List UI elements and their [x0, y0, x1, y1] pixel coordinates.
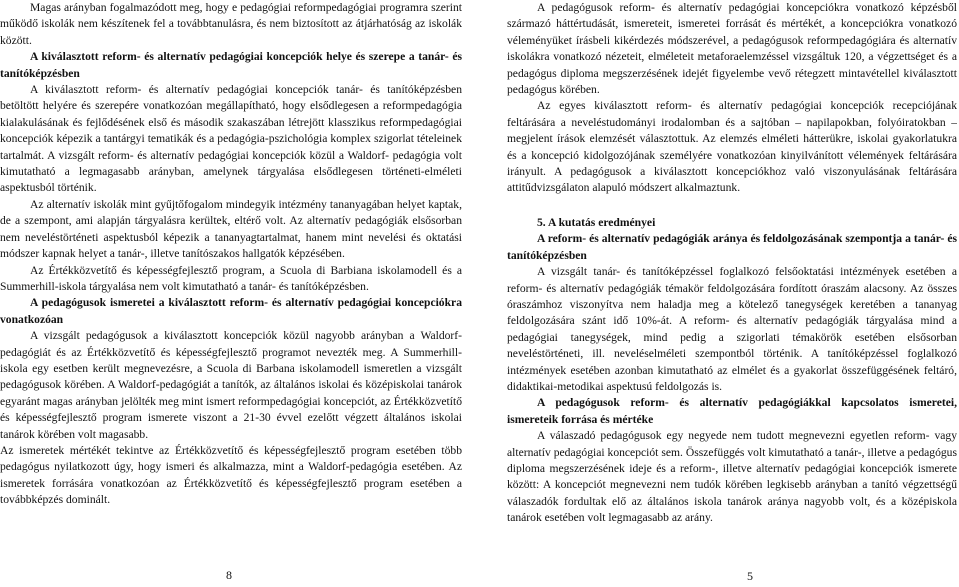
paragraph: A pedagógusok reform- és alternatív pedagógiai koncepciókra vonatkozó képzésből származó háttértudását, ismereteit, ismeretei forrását és mértékét, a koncepciókra vonatkozó véleményüket írásbeli kikérdezés módszerével, a pedagógusok reformpedagógiára és alternatív iskolákra vonatkozó nézeteit, elméleteit metaforaelemzéssel vizsgáltuk 120, a végzettséget és a pedagógus diploma megszerzésének idejét figyelembe vevő rétegzett mintavétellel kiválasztott pedagógus körében. [507, 1, 957, 97]
paragraph: Magas arányban fogalmazódott meg, hogy e pedagógiai reformpedagógiai programra szerint működő iskolák nem készítenek fel a továbbtanulásra, és nem biztosított az átjárhatóság az iskolák között. [0, 1, 462, 47]
section-heading: A reform- és alternatív pedagógiák aránya és feldolgozásának szempontja a tanár- és tanítóképzésben [507, 232, 957, 262]
page-number-left: 8 [226, 568, 232, 582]
page-number-right: 5 [747, 569, 753, 583]
paragraph: Az egyes kiválasztott reform- és alternatív pedagógiai koncepciók recepciójának feltárására a neveléstudományi irodalomban és a sajtóban – napilapokban, folyóiratokban – megjelent írások elemzését választottuk. Az elemzés elméleti hátterükre, iskolai gyakorlatukra és a koncepció kidolgozójának személyére vonatkozóan kinyilvánított vélemények feltárására irányult. A pedagógusok a kiválasztott koncepciókhoz való viszonyulásának feltárására attitűdvizsgálaton alapuló módszert alkalmaztunk. [507, 99, 957, 195]
paragraph: Az ismeretek mértékét tekintve az Értékközvetítő és képességfejlesztő program esetében több pedagógus nyilatkozott úgy, hogy ismeri és alkalmazza, mint a Waldorf-pedagógia esetében. Az ismeretek forrására vonatkozóan az Értékközvetítő és képességfejlesztő program esetében a továbbképzés dominált. [0, 443, 462, 507]
paragraph: A kiválasztott reform- és alternatív pedagógiai koncepciók tanár- és tanítóképzésben betöltött helyére és szerepére vonatkozóan megállapítható, hogy elsődlegesen a reformpedagógia kialakulásának és fejlődésének első és második szakaszában létrejött klasszikus reformpedagógiai koncepciók képezik a tantárgyi tematikák és a pedagógia-pszichológia komplex szigorlat tételeinek tartalmát. A vizsgált reform- és alternatív pedagógiai koncepciók közül a Waldorf- pedagógia volt kimutatható a legmagasabb arányban, amelynek tárgyalása elsődlegesen történeti-elméleti aspektusból történik. [0, 83, 462, 195]
paragraph: Az Értékközvetítő és képességfejlesztő program, a Scuola di Barbiana iskolamodell és a Summerhill-iskola tárgyalása nem volt kimutatható a tanár- és tanítóképzésben. [0, 263, 462, 293]
paragraph: A vizsgált pedagógusok a kiválasztott koncepciók közül nagyobb arányban a Waldorf-pedagógiát és az Értékközvetítő és képességfejlesztő programot nevezték meg. A Summerhill-iskola egy esetben került megnevezésre, a Scuola di Barbana iskolamodell ismeretlen a vizsgált pedagógusok körében. A Waldorf-pedagógiát a tanítók, az általános iskolai és középiskolai tanárok egyaránt magas arányban jelölték meg mint ismert reformpedagógiai koncepciót, az Értékközvetítő és képességfejlesztő program ismerete viszont a 21-30 évvel ezelőtt végzett általános iskolai tanárok körében volt magasabb. [0, 329, 462, 441]
section-heading: 5. A kutatás eredményei [537, 215, 656, 229]
right-column [507, 0, 957, 527]
left-column [0, 0, 462, 509]
section-heading: A pedagógusok reform- és alternatív pedagógiákkal kapcsolatos ismeretei, ismereteik forrása és mértéke [507, 396, 957, 426]
section-heading: A pedagógusok ismeretei a kiválasztott reform- és alternatív pedagógiai koncepciókra vonatkozóan [0, 296, 462, 326]
section-heading: A kiválasztott reform- és alternatív pedagógiai koncepciók helye és szerepe a tanár- és tanítóképzésben [0, 50, 462, 80]
paragraph: A válaszadó pedagógusok egy negyede nem tudott megnevezni egyetlen reform- vagy alternatív pedagógiai koncepciót sem. Összefüggés volt kimutatható a tanár-, illetve a pedagógus diploma megszerzésének ideje és a reform-, illetve alternatív pedagógiai koncepciók ismerete között: A koncepciót megnevezni nem tudók körében legkisebb arányban a tanító végzettségű válaszadók fordultak elő az általános iskola tanárok aránya nagyobb volt, és a középiskola tanárok esetében volt legmagasabb az arány. [507, 429, 957, 525]
paragraph: A vizsgált tanár- és tanítóképzéssel foglalkozó felsőoktatási intézmények esetében a reform- és alternatív pedagógiák témakör feldolgozására fordított óraszám alacsony. Az összes óraszámhoz viszonyítva nem haladja meg a kötelező tanegységek keretében a tananyag feldolgozására szánt idő 10%-át. A reform- és alternatív pedagógiák tárgyalása mind a pedagógiai tanegységek, mind pedig a szigorlati témakörök esetében elsősorban neveléstörténeti, ill. neveléselméleti szempontból történik. A tanítóképzéssel foglalkozó intézmények esetében azonban kimutatható az elmélet és a gyakorlat összefüggésének feltáró, didaktikai-metodikai aspektusú feldolgozás is. [507, 265, 957, 393]
paragraph: Az alternatív iskolák mint gyűjtőfogalom mindegyik intézmény tananyagában helyet kaptak, de a szempont, ami alapján tárgyalásra kerültek, eltérő volt. Az alternatív pedagógiák elsősorban nem neveléstörténeti aspektusból képezik a tananyagtartalmat, hanem mint nevelési és oktatási módszer kapnak helyet a tanár-, illetve tanítószakos hallgatók képzésében. [0, 197, 462, 261]
